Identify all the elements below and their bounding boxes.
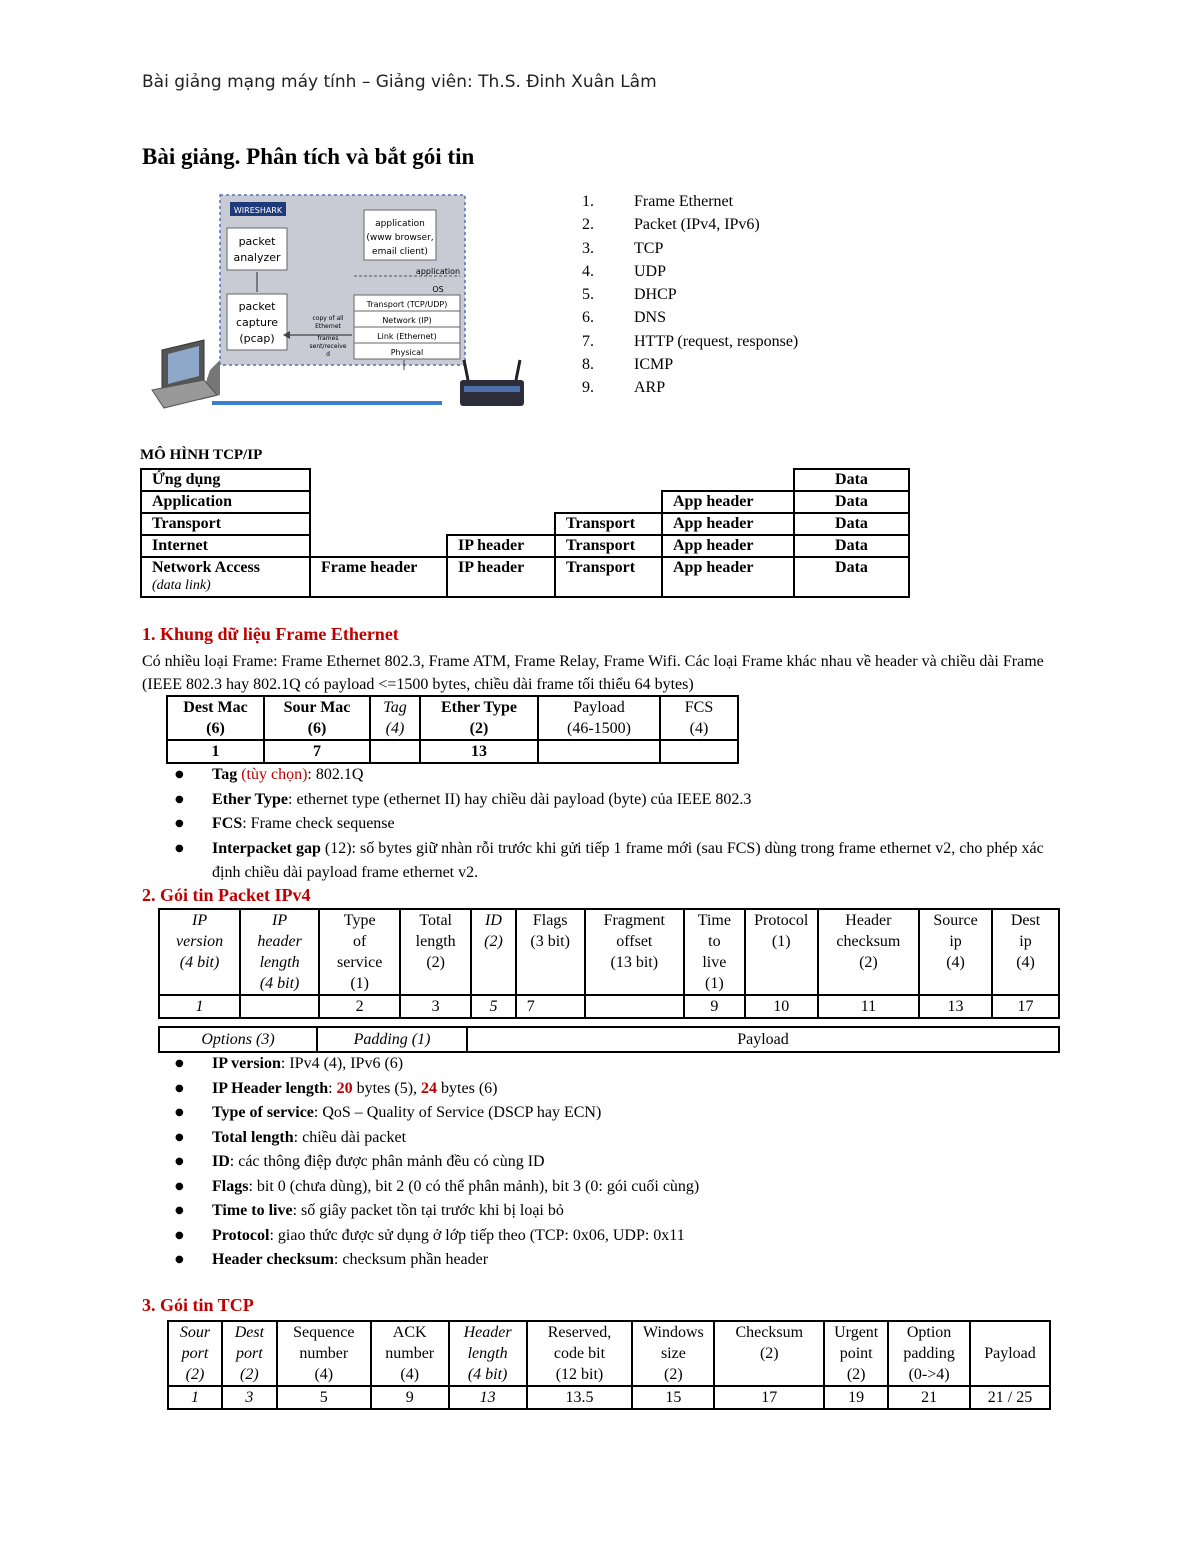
topic-item: 7. HTTP (request, response) <box>582 332 799 350</box>
bullet-ip-version: ● IP version: IPv4 (4), IPv6 (6) <box>142 1052 1062 1077</box>
ipv4-head-row <box>159 909 1059 995</box>
model-caption: MÔ HÌNH TCP/IP <box>140 447 263 463</box>
offset-cell: 2 <box>319 995 400 1018</box>
col-sour-port: Sour port (2) <box>168 1321 222 1386</box>
offset-cell <box>240 995 319 1018</box>
capture-text-3: (pcap) <box>239 332 275 345</box>
col-time-to-live: Time to live (1) <box>684 909 745 995</box>
offset-cell: 13 <box>449 1386 527 1409</box>
bullet-fcs: ● FCS: Frame check sequense <box>142 812 1062 837</box>
data-cell: Data <box>794 469 909 491</box>
app-header-cell: App header <box>662 513 794 535</box>
offset-cell <box>538 740 660 763</box>
col-sour-mac: Sour Mac (6) <box>264 696 370 740</box>
application-label: application <box>415 267 461 276</box>
app-box-text-1: application <box>375 219 425 229</box>
ethernet-bullets <box>142 763 1062 886</box>
app-header-cell: App header <box>662 535 794 557</box>
ipv4-options-table <box>158 1026 1060 1053</box>
tcp-offset-row <box>168 1386 1050 1409</box>
model-row <box>141 535 909 557</box>
offset-cell: 1 <box>159 995 240 1018</box>
col-header-length: Header length (4 bit) <box>449 1321 527 1386</box>
offset-cell: 9 <box>684 995 745 1018</box>
col-ip-version: IP version (4 bit) <box>159 909 240 995</box>
offset-cell: 5 <box>471 995 516 1018</box>
col-fragment-offset: Fragment offset (13 bit) <box>585 909 684 995</box>
bullet-type-of-service: ● Type of service: QoS – Quality of Service (DSCP hay ECN) <box>142 1101 1062 1126</box>
ethernet-head-row <box>167 696 738 740</box>
bullet-interpacket-gap: ● Interpacket gap (12): số bytes giữ nhàn rỗi trước khi gửi tiếp 1 frame mới (sau FCS) dùng trong frame ethernet v2, cho phép xác định chiều dài payload frame ethernet v2. <box>142 837 1062 886</box>
offset-cell <box>585 995 684 1018</box>
col-ip-header-length: IP header length (4 bit) <box>240 909 319 995</box>
layer-name: Application <box>141 491 310 513</box>
capture-text-1: packet <box>238 300 276 313</box>
col-flags: Flags (3 bit) <box>516 909 585 995</box>
ip-header-cell: IP header <box>447 557 555 597</box>
col-reserved-code-bit: Reserved, code bit (12 bit) <box>527 1321 633 1386</box>
layer-name: Ứng dụng <box>141 469 310 491</box>
offset-cell <box>370 740 420 763</box>
offset-cell: 13 <box>919 995 992 1018</box>
wireshark-logo-text: WIRESHARK <box>233 206 283 215</box>
copy-label-1: copy of all <box>312 315 344 322</box>
bullet-flags: ● Flags: bit 0 (chưa dùng), bit 2 (0 có thể phân mảnh), bit 3 (0: gói cuối cùng) <box>142 1175 1062 1200</box>
page-header: Bài giảng mạng máy tính – Giảng viên: Th.S. Đinh Xuân Lâm <box>142 72 657 92</box>
col-total-length: Total length (2) <box>400 909 471 995</box>
os-label: OS <box>432 285 444 294</box>
topic-item: 1. Frame Ethernet <box>582 193 734 210</box>
offset-cell: 17 <box>714 1386 824 1409</box>
data-cell: Data <box>794 535 909 557</box>
capture-text-2: capture <box>235 316 279 329</box>
stack-transport: Transport (TCP/UDP) <box>366 300 448 309</box>
col-source-ip: Source ip (4) <box>919 909 992 995</box>
data-cell: Data <box>794 557 909 597</box>
col-fcs: FCS (4) <box>660 696 738 740</box>
layer-name: Internet <box>141 535 310 557</box>
col-type-of-service: Type of service (1) <box>319 909 400 995</box>
offset-cell: 7 <box>516 995 585 1018</box>
offset-cell: 21 <box>888 1386 970 1409</box>
col-payload: Payload <box>970 1321 1050 1386</box>
app-box-text-3: email client) <box>372 247 428 257</box>
col-option-padding: Option padding (0->4) <box>888 1321 970 1386</box>
col-dest-port: Dest port (2) <box>222 1321 277 1386</box>
app-header-cell: App header <box>662 491 794 513</box>
data-cell: Data <box>794 491 909 513</box>
col-ether-type: Ether Type (2) <box>420 696 538 740</box>
topic-item: 6. DNS <box>582 309 667 327</box>
col-ack-number: ACK number (4) <box>371 1321 449 1386</box>
tcp-head-row <box>168 1321 1050 1386</box>
app-box-text-2: (www browser, <box>366 233 434 243</box>
bullet-time-to-live: ● Time to live: số giây packet tồn tại trước khi bị loại bỏ <box>142 1199 1062 1224</box>
stack-link: Link (Ethernet) <box>377 332 437 341</box>
offset-cell: 7 <box>264 740 370 763</box>
topic-item: 9. ARP <box>582 379 666 397</box>
offset-cell: 3 <box>400 995 471 1018</box>
topic-item: 2. Packet (IPv4, IPv6) <box>582 216 760 234</box>
col-checksum: Checksum (2) <box>714 1321 824 1386</box>
offset-cell: 13 <box>420 740 538 763</box>
section-1-title: 1. Khung dữ liệu Frame Ethernet <box>142 624 399 644</box>
bullet-header-checksum: ● Header checksum: checksum phần header <box>142 1248 1062 1273</box>
app-header-cell: App header <box>662 557 794 597</box>
col-dest-ip: Dest ip (4) <box>992 909 1059 995</box>
topic-item: 4. UDP <box>582 262 667 280</box>
tcp-header-table <box>167 1320 1051 1410</box>
col-header-checksum: Header checksum (2) <box>818 909 919 995</box>
model-row <box>141 469 909 491</box>
section-3-title: 3. Gói tin TCP <box>142 1295 254 1315</box>
ipv4-offset-row <box>159 995 1059 1018</box>
wireshark-diagram <box>142 190 552 420</box>
ip-header-cell: IP header <box>447 535 555 557</box>
section-1-paragraph: Có nhiều loại Frame: Frame Ethernet 802.3, Frame ATM, Frame Relay, Frame Wifi. Các loại Frame khác nhau về header và chiều dài Frame (IEEE 802.3 hay 802.1Q có payload <=1500 bytes, chiều dài frame tối thiểu 64 bytes) <box>142 653 1044 693</box>
ethernet-frame-table <box>166 695 739 764</box>
bullet-tag: ● Tag (tùy chọn): 802.1Q <box>142 763 1062 788</box>
stack-network: Network (IP) <box>382 316 432 325</box>
offset-cell: 9 <box>371 1386 449 1409</box>
transport-cell: Transport <box>555 557 662 597</box>
col-dest-mac: Dest Mac (6) <box>167 696 264 740</box>
col-windows-size: Windows size (2) <box>632 1321 714 1386</box>
transport-cell: Transport <box>555 513 662 535</box>
wireshark-diagram-illustration <box>142 190 552 420</box>
bullet-protocol: ● Protocol: giao thức được sử dụng ở lớp tiếp theo (TCP: 0x06, UDP: 0x11 <box>142 1224 1062 1249</box>
offset-cell: 21 / 25 <box>970 1386 1050 1409</box>
section-2-title: 2. Gói tin Packet IPv4 <box>142 885 311 905</box>
bullet-total-length: ● Total length: chiều dài packet <box>142 1126 1062 1151</box>
options-cell: Options (3) <box>159 1027 317 1052</box>
model-row <box>141 557 909 597</box>
payload-cell: Payload <box>467 1027 1059 1052</box>
copy-label-4: sent/receive <box>309 343 347 350</box>
col-id: ID (2) <box>471 909 516 995</box>
offset-cell: 1 <box>168 1386 222 1409</box>
ipv4-header-table <box>158 908 1060 1019</box>
data-cell: Data <box>794 513 909 535</box>
bullet-ip-header-length: ● IP Header length: 20 bytes (5), 24 bytes (6) <box>142 1077 1062 1102</box>
col-tag: Tag (4) <box>370 696 420 740</box>
topic-item: 3. TCP <box>582 239 664 257</box>
bullet-ether-type: ● Ether Type: ethernet type (ethernet II) hay chiều dài payload (byte) của IEEE 802.3 <box>142 788 1062 813</box>
transport-cell: Transport <box>555 535 662 557</box>
analyzer-text-1: packet <box>238 235 276 248</box>
col-sequence-number: Sequence number (4) <box>277 1321 371 1386</box>
analyzer-text-2: analyzer <box>233 251 281 264</box>
offset-cell: 3 <box>222 1386 277 1409</box>
layer-sub: (data link) <box>152 578 211 593</box>
ipv4-options-row <box>159 1027 1059 1052</box>
topic-list <box>582 190 798 400</box>
layer-name: Transport <box>141 513 310 535</box>
frame-header-cell: Frame header <box>310 557 447 597</box>
offset-cell: 10 <box>745 995 818 1018</box>
model-row <box>141 513 909 535</box>
ethernet-offset-row <box>167 740 738 763</box>
col-urgent-point: Urgent point (2) <box>824 1321 888 1386</box>
topic-item: 5. DHCP <box>582 286 677 304</box>
offset-cell: 11 <box>818 995 919 1018</box>
col-protocol: Protocol (1) <box>745 909 818 995</box>
stack-physical: Physical <box>390 348 424 357</box>
topic-item: 8. ICMP <box>582 356 674 374</box>
offset-cell <box>660 740 738 763</box>
offset-cell: 1 <box>167 740 264 763</box>
page-title: Bài giảng. Phân tích và bắt gói tin <box>142 144 475 169</box>
offset-cell: 5 <box>277 1386 371 1409</box>
offset-cell: 19 <box>824 1386 888 1409</box>
col-payload: Payload (46-1500) <box>538 696 660 740</box>
ipv4-bullets <box>142 1052 1062 1273</box>
copy-label-2: Ethernet <box>315 323 341 330</box>
layer-name: Network Access (data link) <box>141 557 310 597</box>
offset-cell: 15 <box>632 1386 714 1409</box>
offset-cell: 17 <box>992 995 1059 1018</box>
copy-label-3: frames <box>317 335 339 342</box>
offset-cell: 13.5 <box>527 1386 633 1409</box>
bullet-id: ● ID: các thông điệp được phân mảnh đều có cùng ID <box>142 1150 1062 1175</box>
copy-label-5: d <box>326 351 330 358</box>
padding-cell: Padding (1) <box>317 1027 467 1052</box>
model-row <box>141 491 909 513</box>
tcpip-model-table <box>140 468 910 598</box>
